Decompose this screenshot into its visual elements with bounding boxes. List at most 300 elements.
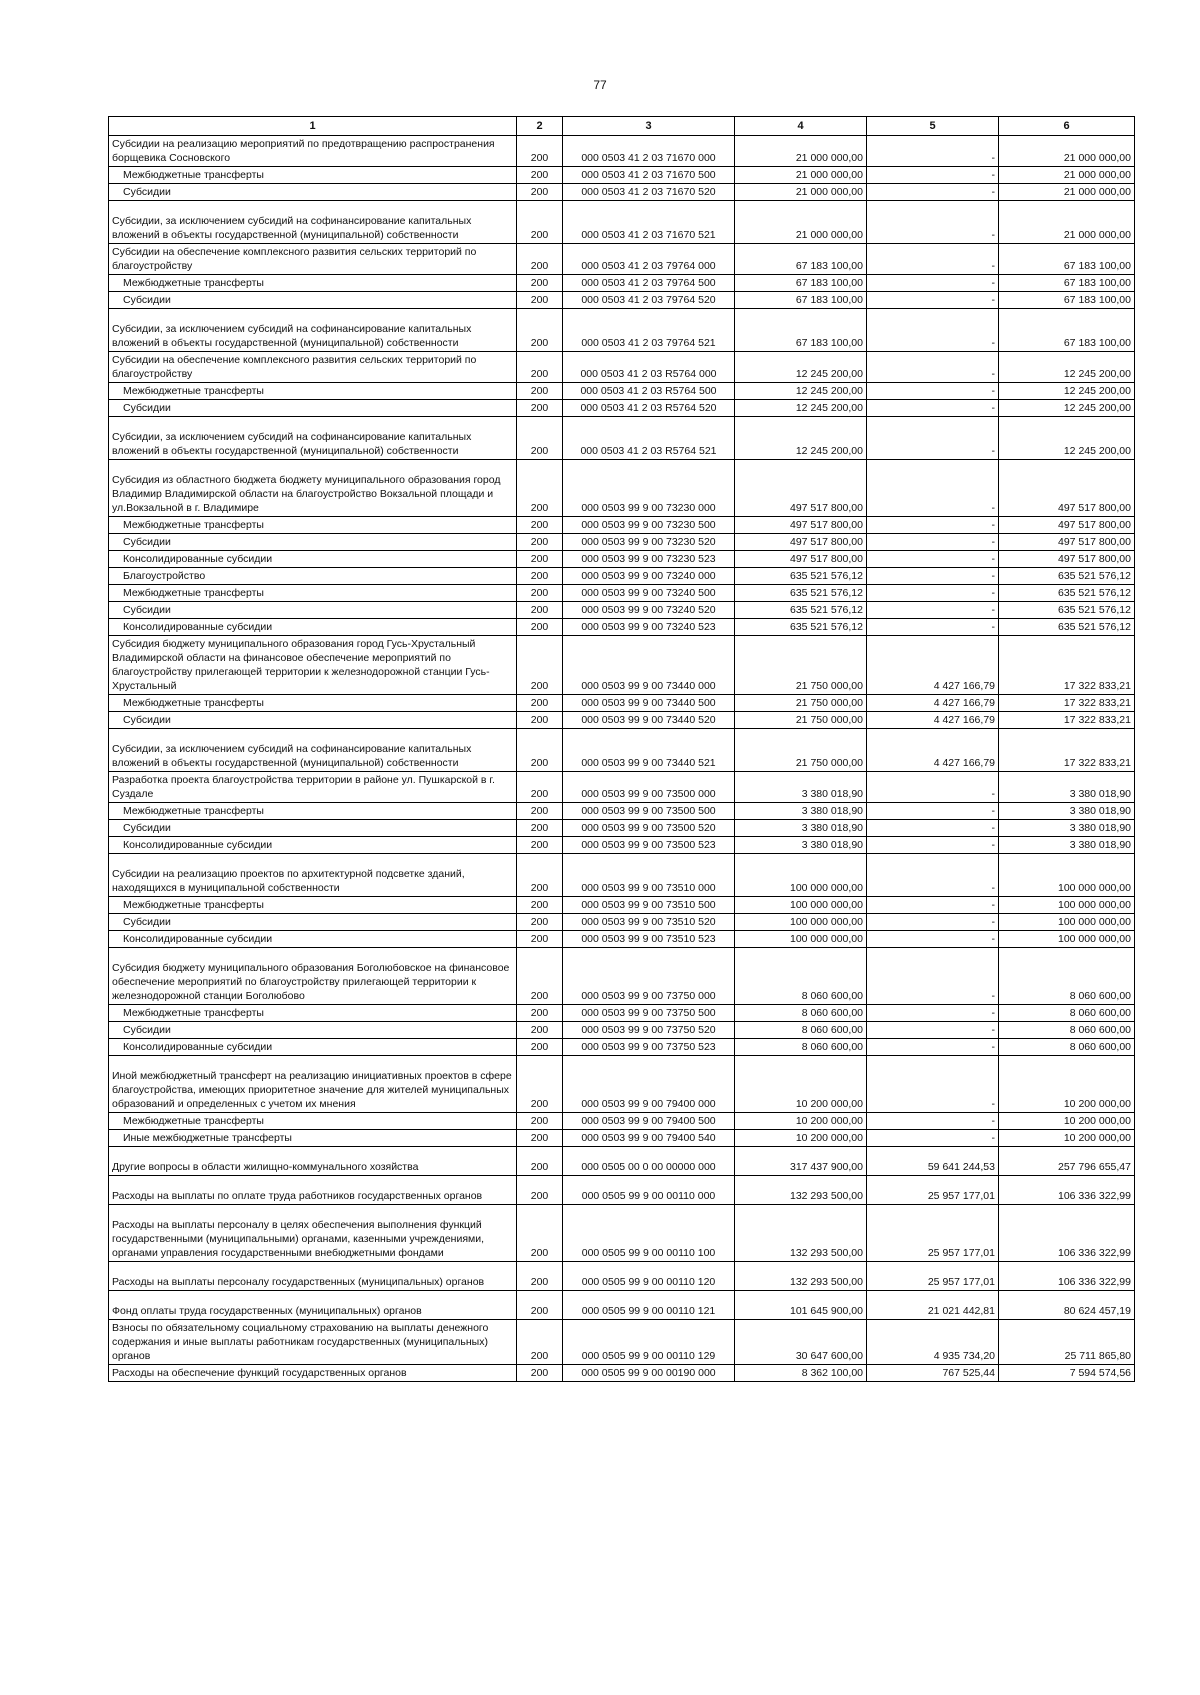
table-row xyxy=(109,167,1135,184)
table-row xyxy=(109,201,1135,244)
cell-remaining: 635 521 576,12 xyxy=(999,602,1135,619)
cell-grbs: 200 xyxy=(517,1205,563,1262)
column-header: 2 xyxy=(517,117,563,136)
cell-grbs: 200 xyxy=(517,352,563,383)
table-row xyxy=(109,244,1135,275)
cell-name: Консолидированные субсидии xyxy=(109,619,517,636)
cell-executed: - xyxy=(867,551,999,568)
cell-executed: - xyxy=(867,184,999,201)
cell-executed: - xyxy=(867,914,999,931)
cell-grbs: 200 xyxy=(517,1176,563,1205)
cell-plan: 8 060 600,00 xyxy=(735,1039,867,1056)
table-header-row xyxy=(109,117,1135,136)
cell-plan: 100 000 000,00 xyxy=(735,854,867,897)
cell-grbs: 200 xyxy=(517,1056,563,1113)
cell-code: 000 0503 99 9 00 73230 520 xyxy=(563,534,735,551)
cell-plan: 3 380 018,90 xyxy=(735,772,867,803)
cell-name: Расходы на выплаты по оплате труда работников государственных органов xyxy=(109,1176,517,1205)
cell-name: Межбюджетные трансферты xyxy=(109,1113,517,1130)
table-row xyxy=(109,1022,1135,1039)
cell-remaining: 17 322 833,21 xyxy=(999,729,1135,772)
cell-plan: 497 517 800,00 xyxy=(735,460,867,517)
cell-plan: 3 380 018,90 xyxy=(735,820,867,837)
cell-plan: 100 000 000,00 xyxy=(735,897,867,914)
cell-name: Субсидии xyxy=(109,292,517,309)
cell-remaining: 17 322 833,21 xyxy=(999,695,1135,712)
cell-code: 000 0503 99 9 00 79400 000 xyxy=(563,1056,735,1113)
cell-remaining: 21 000 000,00 xyxy=(999,136,1135,167)
column-header: 1 xyxy=(109,117,517,136)
cell-remaining: 3 380 018,90 xyxy=(999,820,1135,837)
cell-plan: 100 000 000,00 xyxy=(735,931,867,948)
cell-code: 000 0503 99 9 00 73440 000 xyxy=(563,636,735,695)
cell-remaining: 497 517 800,00 xyxy=(999,551,1135,568)
cell-executed: - xyxy=(867,136,999,167)
cell-remaining: 497 517 800,00 xyxy=(999,460,1135,517)
cell-grbs: 200 xyxy=(517,837,563,854)
cell-code: 000 0503 99 9 00 73510 520 xyxy=(563,914,735,931)
cell-remaining: 8 060 600,00 xyxy=(999,1005,1135,1022)
cell-grbs: 200 xyxy=(517,854,563,897)
cell-code: 000 0503 41 2 03 79764 520 xyxy=(563,292,735,309)
cell-plan: 21 750 000,00 xyxy=(735,729,867,772)
cell-code: 000 0503 41 2 03 R5764 521 xyxy=(563,417,735,460)
cell-grbs: 200 xyxy=(517,534,563,551)
cell-remaining: 497 517 800,00 xyxy=(999,517,1135,534)
table-row xyxy=(109,1365,1135,1382)
column-header: 4 xyxy=(735,117,867,136)
cell-plan: 67 183 100,00 xyxy=(735,309,867,352)
cell-grbs: 200 xyxy=(517,712,563,729)
cell-remaining: 12 245 200,00 xyxy=(999,383,1135,400)
cell-grbs: 200 xyxy=(517,695,563,712)
cell-name: Субсидии xyxy=(109,534,517,551)
cell-grbs: 200 xyxy=(517,803,563,820)
table-row xyxy=(109,1176,1135,1205)
cell-plan: 21 000 000,00 xyxy=(735,136,867,167)
cell-plan: 21 000 000,00 xyxy=(735,184,867,201)
cell-name: Консолидированные субсидии xyxy=(109,931,517,948)
cell-grbs: 200 xyxy=(517,1130,563,1147)
table-row xyxy=(109,585,1135,602)
cell-grbs: 200 xyxy=(517,136,563,167)
cell-name: Другие вопросы в области жилищно-коммунального хозяйства xyxy=(109,1147,517,1176)
table-row xyxy=(109,184,1135,201)
cell-executed: - xyxy=(867,1039,999,1056)
cell-plan: 100 000 000,00 xyxy=(735,914,867,931)
cell-executed: - xyxy=(867,619,999,636)
cell-name: Межбюджетные трансферты xyxy=(109,695,517,712)
cell-plan: 8 060 600,00 xyxy=(735,1022,867,1039)
cell-remaining: 21 000 000,00 xyxy=(999,184,1135,201)
cell-plan: 21 750 000,00 xyxy=(735,636,867,695)
cell-grbs: 200 xyxy=(517,602,563,619)
cell-plan: 12 245 200,00 xyxy=(735,383,867,400)
table-row xyxy=(109,931,1135,948)
cell-name: Субсидия бюджету муниципального образования Боголюбовское на финансовое обеспечение мероприятий по благоустройству прилегающей территории к железнодорожной станции Боголюбово xyxy=(109,948,517,1005)
table-row xyxy=(109,729,1135,772)
cell-executed: - xyxy=(867,772,999,803)
cell-plan: 497 517 800,00 xyxy=(735,551,867,568)
cell-code: 000 0503 99 9 00 73240 000 xyxy=(563,568,735,585)
cell-plan: 12 245 200,00 xyxy=(735,400,867,417)
cell-executed: - xyxy=(867,820,999,837)
cell-executed: 4 935 734,20 xyxy=(867,1320,999,1365)
cell-plan: 67 183 100,00 xyxy=(735,244,867,275)
cell-grbs: 200 xyxy=(517,568,563,585)
cell-code: 000 0503 99 9 00 73440 521 xyxy=(563,729,735,772)
cell-executed: 4 427 166,79 xyxy=(867,729,999,772)
cell-executed: 25 957 177,01 xyxy=(867,1262,999,1291)
cell-executed: 4 427 166,79 xyxy=(867,695,999,712)
cell-remaining: 21 000 000,00 xyxy=(999,201,1135,244)
table-row xyxy=(109,1147,1135,1176)
cell-name: Благоустройство xyxy=(109,568,517,585)
column-header: 5 xyxy=(867,117,999,136)
cell-executed: - xyxy=(867,352,999,383)
table-row xyxy=(109,534,1135,551)
cell-code: 000 0503 41 2 03 79764 000 xyxy=(563,244,735,275)
cell-name: Субсидии на обеспечение комплексного развития сельских территорий по благоустройству xyxy=(109,244,517,275)
cell-name: Субсидии xyxy=(109,820,517,837)
cell-executed: - xyxy=(867,1130,999,1147)
cell-plan: 8 060 600,00 xyxy=(735,1005,867,1022)
table-row xyxy=(109,275,1135,292)
cell-remaining: 21 000 000,00 xyxy=(999,167,1135,184)
cell-executed: 4 427 166,79 xyxy=(867,712,999,729)
cell-executed: - xyxy=(867,534,999,551)
table-row xyxy=(109,309,1135,352)
cell-plan: 21 750 000,00 xyxy=(735,695,867,712)
table-row xyxy=(109,1320,1135,1365)
cell-executed: - xyxy=(867,417,999,460)
cell-grbs: 200 xyxy=(517,551,563,568)
cell-plan: 3 380 018,90 xyxy=(735,803,867,820)
cell-plan: 635 521 576,12 xyxy=(735,602,867,619)
cell-grbs: 200 xyxy=(517,167,563,184)
cell-code: 000 0505 99 9 00 00110 120 xyxy=(563,1262,735,1291)
cell-code: 000 0503 99 9 00 73500 500 xyxy=(563,803,735,820)
cell-code: 000 0503 99 9 00 73500 523 xyxy=(563,837,735,854)
cell-executed: - xyxy=(867,931,999,948)
cell-name: Консолидированные субсидии xyxy=(109,1039,517,1056)
cell-code: 000 0503 41 2 03 79764 500 xyxy=(563,275,735,292)
cell-code: 000 0503 41 2 03 71670 500 xyxy=(563,167,735,184)
cell-plan: 10 200 000,00 xyxy=(735,1113,867,1130)
cell-executed: - xyxy=(867,460,999,517)
table-row xyxy=(109,602,1135,619)
cell-grbs: 200 xyxy=(517,184,563,201)
cell-executed: - xyxy=(867,854,999,897)
cell-name: Разработка проекта благоустройства территории в районе ул. Пушкарской в г. Суздале xyxy=(109,772,517,803)
cell-code: 000 0505 00 0 00 00000 000 xyxy=(563,1147,735,1176)
table-row xyxy=(109,417,1135,460)
cell-plan: 132 293 500,00 xyxy=(735,1176,867,1205)
table-row xyxy=(109,400,1135,417)
cell-remaining: 10 200 000,00 xyxy=(999,1113,1135,1130)
cell-remaining: 8 060 600,00 xyxy=(999,1039,1135,1056)
cell-grbs: 200 xyxy=(517,585,563,602)
cell-name: Субсидия бюджету муниципального образования город Гусь-Хрустальный Владимирской области на финансовое обеспечение мероприятий по благоустройству прилегающей территории к железнодорожной станции Гусь-Хрустальный xyxy=(109,636,517,695)
cell-grbs: 200 xyxy=(517,948,563,1005)
cell-name: Межбюджетные трансферты xyxy=(109,897,517,914)
table-row xyxy=(109,837,1135,854)
cell-grbs: 200 xyxy=(517,1320,563,1365)
cell-executed: - xyxy=(867,1113,999,1130)
cell-plan: 12 245 200,00 xyxy=(735,352,867,383)
cell-remaining: 635 521 576,12 xyxy=(999,585,1135,602)
table-row xyxy=(109,1113,1135,1130)
table-body xyxy=(109,136,1135,1382)
cell-grbs: 200 xyxy=(517,1005,563,1022)
table-row xyxy=(109,568,1135,585)
cell-name: Консолидированные субсидии xyxy=(109,551,517,568)
cell-plan: 67 183 100,00 xyxy=(735,292,867,309)
cell-remaining: 100 000 000,00 xyxy=(999,897,1135,914)
table-row xyxy=(109,1056,1135,1113)
cell-grbs: 200 xyxy=(517,1291,563,1320)
cell-name: Субсидии xyxy=(109,712,517,729)
cell-remaining: 10 200 000,00 xyxy=(999,1056,1135,1113)
cell-remaining: 17 322 833,21 xyxy=(999,636,1135,695)
cell-name: Субсидии xyxy=(109,1022,517,1039)
cell-executed: - xyxy=(867,309,999,352)
table-row xyxy=(109,712,1135,729)
cell-executed: - xyxy=(867,1005,999,1022)
cell-remaining: 106 336 322,99 xyxy=(999,1176,1135,1205)
cell-code: 000 0503 41 2 03 71670 521 xyxy=(563,201,735,244)
cell-remaining: 10 200 000,00 xyxy=(999,1130,1135,1147)
cell-code: 000 0503 99 9 00 73440 520 xyxy=(563,712,735,729)
cell-executed: 59 641 244,53 xyxy=(867,1147,999,1176)
cell-remaining: 100 000 000,00 xyxy=(999,931,1135,948)
cell-plan: 101 645 900,00 xyxy=(735,1291,867,1320)
cell-code: 000 0503 99 9 00 73510 523 xyxy=(563,931,735,948)
cell-name: Иной межбюджетный трансферт на реализацию инициативных проектов в сфере благоустройства, имеющих приоритетное значение для жителей муниципальных образований и определенных с учетом их мнения xyxy=(109,1056,517,1113)
cell-remaining: 106 336 322,99 xyxy=(999,1262,1135,1291)
cell-grbs: 200 xyxy=(517,400,563,417)
cell-plan: 67 183 100,00 xyxy=(735,275,867,292)
cell-plan: 10 200 000,00 xyxy=(735,1056,867,1113)
cell-name: Субсидии на обеспечение комплексного развития сельских территорий по благоустройству xyxy=(109,352,517,383)
cell-remaining: 8 060 600,00 xyxy=(999,1022,1135,1039)
cell-remaining: 8 060 600,00 xyxy=(999,948,1135,1005)
table-row xyxy=(109,136,1135,167)
cell-plan: 497 517 800,00 xyxy=(735,517,867,534)
cell-code: 000 0505 99 9 00 00110 129 xyxy=(563,1320,735,1365)
cell-name: Расходы на выплаты персоналу государственных (муниципальных) органов xyxy=(109,1262,517,1291)
table-row xyxy=(109,803,1135,820)
cell-name: Субсидии на реализацию мероприятий по предотвращению распространения борщевика Сосновского xyxy=(109,136,517,167)
cell-executed: - xyxy=(867,201,999,244)
cell-remaining: 12 245 200,00 xyxy=(999,400,1135,417)
cell-name: Субсидии xyxy=(109,184,517,201)
cell-plan: 21 000 000,00 xyxy=(735,167,867,184)
table-row xyxy=(109,1205,1135,1262)
table-row xyxy=(109,1005,1135,1022)
cell-remaining: 67 183 100,00 xyxy=(999,244,1135,275)
cell-executed: - xyxy=(867,292,999,309)
cell-code: 000 0503 99 9 00 79400 500 xyxy=(563,1113,735,1130)
cell-grbs: 200 xyxy=(517,772,563,803)
table-row xyxy=(109,619,1135,636)
cell-executed: 21 021 442,81 xyxy=(867,1291,999,1320)
cell-plan: 635 521 576,12 xyxy=(735,585,867,602)
cell-code: 000 0503 99 9 00 73510 000 xyxy=(563,854,735,897)
cell-grbs: 200 xyxy=(517,914,563,931)
cell-grbs: 200 xyxy=(517,517,563,534)
cell-executed: - xyxy=(867,400,999,417)
cell-name: Субсидии, за исключением субсидий на софинансирование капитальных вложений в объекты государственной (муниципальной) собственности xyxy=(109,309,517,352)
table-row xyxy=(109,1039,1135,1056)
cell-remaining: 12 245 200,00 xyxy=(999,417,1135,460)
table-row xyxy=(109,352,1135,383)
table-row xyxy=(109,820,1135,837)
cell-code: 000 0503 99 9 00 73750 500 xyxy=(563,1005,735,1022)
cell-code: 000 0503 99 9 00 73750 000 xyxy=(563,948,735,1005)
cell-name: Субсидии на реализацию проектов по архитектурной подсветке зданий, находящихся в муниципальной собственности xyxy=(109,854,517,897)
cell-grbs: 200 xyxy=(517,275,563,292)
cell-remaining: 635 521 576,12 xyxy=(999,568,1135,585)
page-number: 77 xyxy=(593,78,607,92)
cell-code: 000 0505 99 9 00 00110 100 xyxy=(563,1205,735,1262)
cell-grbs: 200 xyxy=(517,1365,563,1382)
cell-name: Межбюджетные трансферты xyxy=(109,585,517,602)
cell-executed: - xyxy=(867,383,999,400)
cell-grbs: 200 xyxy=(517,1147,563,1176)
cell-grbs: 200 xyxy=(517,1262,563,1291)
cell-grbs: 200 xyxy=(517,383,563,400)
cell-executed: - xyxy=(867,897,999,914)
cell-remaining: 100 000 000,00 xyxy=(999,854,1135,897)
cell-name: Субсидии xyxy=(109,400,517,417)
cell-name: Субсидии, за исключением субсидий на софинансирование капитальных вложений в объекты государственной (муниципальной) собственности xyxy=(109,417,517,460)
column-header: 6 xyxy=(999,117,1135,136)
cell-executed: 25 957 177,01 xyxy=(867,1205,999,1262)
cell-grbs: 200 xyxy=(517,417,563,460)
cell-plan: 10 200 000,00 xyxy=(735,1130,867,1147)
cell-executed: - xyxy=(867,244,999,275)
cell-grbs: 200 xyxy=(517,1039,563,1056)
cell-code: 000 0505 99 9 00 00110 121 xyxy=(563,1291,735,1320)
cell-code: 000 0503 99 9 00 73510 500 xyxy=(563,897,735,914)
cell-remaining: 67 183 100,00 xyxy=(999,275,1135,292)
cell-name: Межбюджетные трансферты xyxy=(109,1005,517,1022)
cell-grbs: 200 xyxy=(517,1113,563,1130)
table-row xyxy=(109,1130,1135,1147)
cell-name: Межбюджетные трансферты xyxy=(109,275,517,292)
cell-name: Консолидированные субсидии xyxy=(109,837,517,854)
cell-executed: 25 957 177,01 xyxy=(867,1176,999,1205)
cell-grbs: 200 xyxy=(517,619,563,636)
table-row xyxy=(109,292,1135,309)
cell-plan: 30 647 600,00 xyxy=(735,1320,867,1365)
cell-grbs: 200 xyxy=(517,820,563,837)
cell-name: Межбюджетные трансферты xyxy=(109,517,517,534)
cell-remaining: 67 183 100,00 xyxy=(999,309,1135,352)
cell-name: Межбюджетные трансферты xyxy=(109,167,517,184)
table-row xyxy=(109,772,1135,803)
cell-grbs: 200 xyxy=(517,729,563,772)
cell-remaining: 80 624 457,19 xyxy=(999,1291,1135,1320)
cell-plan: 132 293 500,00 xyxy=(735,1262,867,1291)
cell-executed: 4 427 166,79 xyxy=(867,636,999,695)
cell-plan: 317 437 900,00 xyxy=(735,1147,867,1176)
cell-executed: - xyxy=(867,1022,999,1039)
cell-code: 000 0503 41 2 03 79764 521 xyxy=(563,309,735,352)
cell-plan: 21 000 000,00 xyxy=(735,201,867,244)
cell-name: Межбюджетные трансферты xyxy=(109,803,517,820)
cell-grbs: 200 xyxy=(517,309,563,352)
cell-plan: 635 521 576,12 xyxy=(735,619,867,636)
cell-code: 000 0503 99 9 00 73750 523 xyxy=(563,1039,735,1056)
cell-code: 000 0503 41 2 03 71670 000 xyxy=(563,136,735,167)
cell-plan: 21 750 000,00 xyxy=(735,712,867,729)
cell-grbs: 200 xyxy=(517,931,563,948)
column-header: 3 xyxy=(563,117,735,136)
cell-remaining: 635 521 576,12 xyxy=(999,619,1135,636)
cell-executed: - xyxy=(867,837,999,854)
cell-grbs: 200 xyxy=(517,636,563,695)
table-row xyxy=(109,636,1135,695)
cell-remaining: 3 380 018,90 xyxy=(999,837,1135,854)
cell-code: 000 0503 99 9 00 73500 520 xyxy=(563,820,735,837)
table-row xyxy=(109,897,1135,914)
cell-code: 000 0503 99 9 00 73240 500 xyxy=(563,585,735,602)
cell-plan: 8 362 100,00 xyxy=(735,1365,867,1382)
table-row xyxy=(109,695,1135,712)
cell-plan: 8 060 600,00 xyxy=(735,948,867,1005)
table-row xyxy=(109,914,1135,931)
table-row xyxy=(109,383,1135,400)
cell-grbs: 200 xyxy=(517,244,563,275)
cell-code: 000 0505 99 9 00 00190 000 xyxy=(563,1365,735,1382)
cell-remaining: 17 322 833,21 xyxy=(999,712,1135,729)
cell-code: 000 0503 41 2 03 R5764 500 xyxy=(563,383,735,400)
cell-remaining: 67 183 100,00 xyxy=(999,292,1135,309)
cell-executed: - xyxy=(867,275,999,292)
cell-name: Межбюджетные трансферты xyxy=(109,383,517,400)
cell-remaining: 257 796 655,47 xyxy=(999,1147,1135,1176)
cell-grbs: 200 xyxy=(517,897,563,914)
cell-executed: - xyxy=(867,803,999,820)
cell-remaining: 497 517 800,00 xyxy=(999,534,1135,551)
table-row xyxy=(109,460,1135,517)
cell-plan: 12 245 200,00 xyxy=(735,417,867,460)
table-row xyxy=(109,854,1135,897)
cell-remaining: 106 336 322,99 xyxy=(999,1205,1135,1262)
cell-name: Расходы на обеспечение функций государственных органов xyxy=(109,1365,517,1382)
cell-remaining: 100 000 000,00 xyxy=(999,914,1135,931)
cell-code: 000 0503 99 9 00 73500 000 xyxy=(563,772,735,803)
cell-name: Субсидии, за исключением субсидий на софинансирование капитальных вложений в объекты государственной (муниципальной) собственности xyxy=(109,729,517,772)
cell-plan: 635 521 576,12 xyxy=(735,568,867,585)
cell-code: 000 0503 41 2 03 71670 520 xyxy=(563,184,735,201)
cell-executed: - xyxy=(867,167,999,184)
cell-executed: - xyxy=(867,948,999,1005)
cell-code: 000 0503 99 9 00 73240 523 xyxy=(563,619,735,636)
cell-plan: 497 517 800,00 xyxy=(735,534,867,551)
cell-name: Субсидии xyxy=(109,602,517,619)
budget-table xyxy=(108,116,1135,1382)
cell-remaining: 3 380 018,90 xyxy=(999,803,1135,820)
table-row xyxy=(109,517,1135,534)
cell-executed: - xyxy=(867,568,999,585)
cell-name: Иные межбюджетные трансферты xyxy=(109,1130,517,1147)
cell-code: 000 0503 99 9 00 73230 000 xyxy=(563,460,735,517)
table-row xyxy=(109,948,1135,1005)
cell-remaining: 7 594 574,56 xyxy=(999,1365,1135,1382)
